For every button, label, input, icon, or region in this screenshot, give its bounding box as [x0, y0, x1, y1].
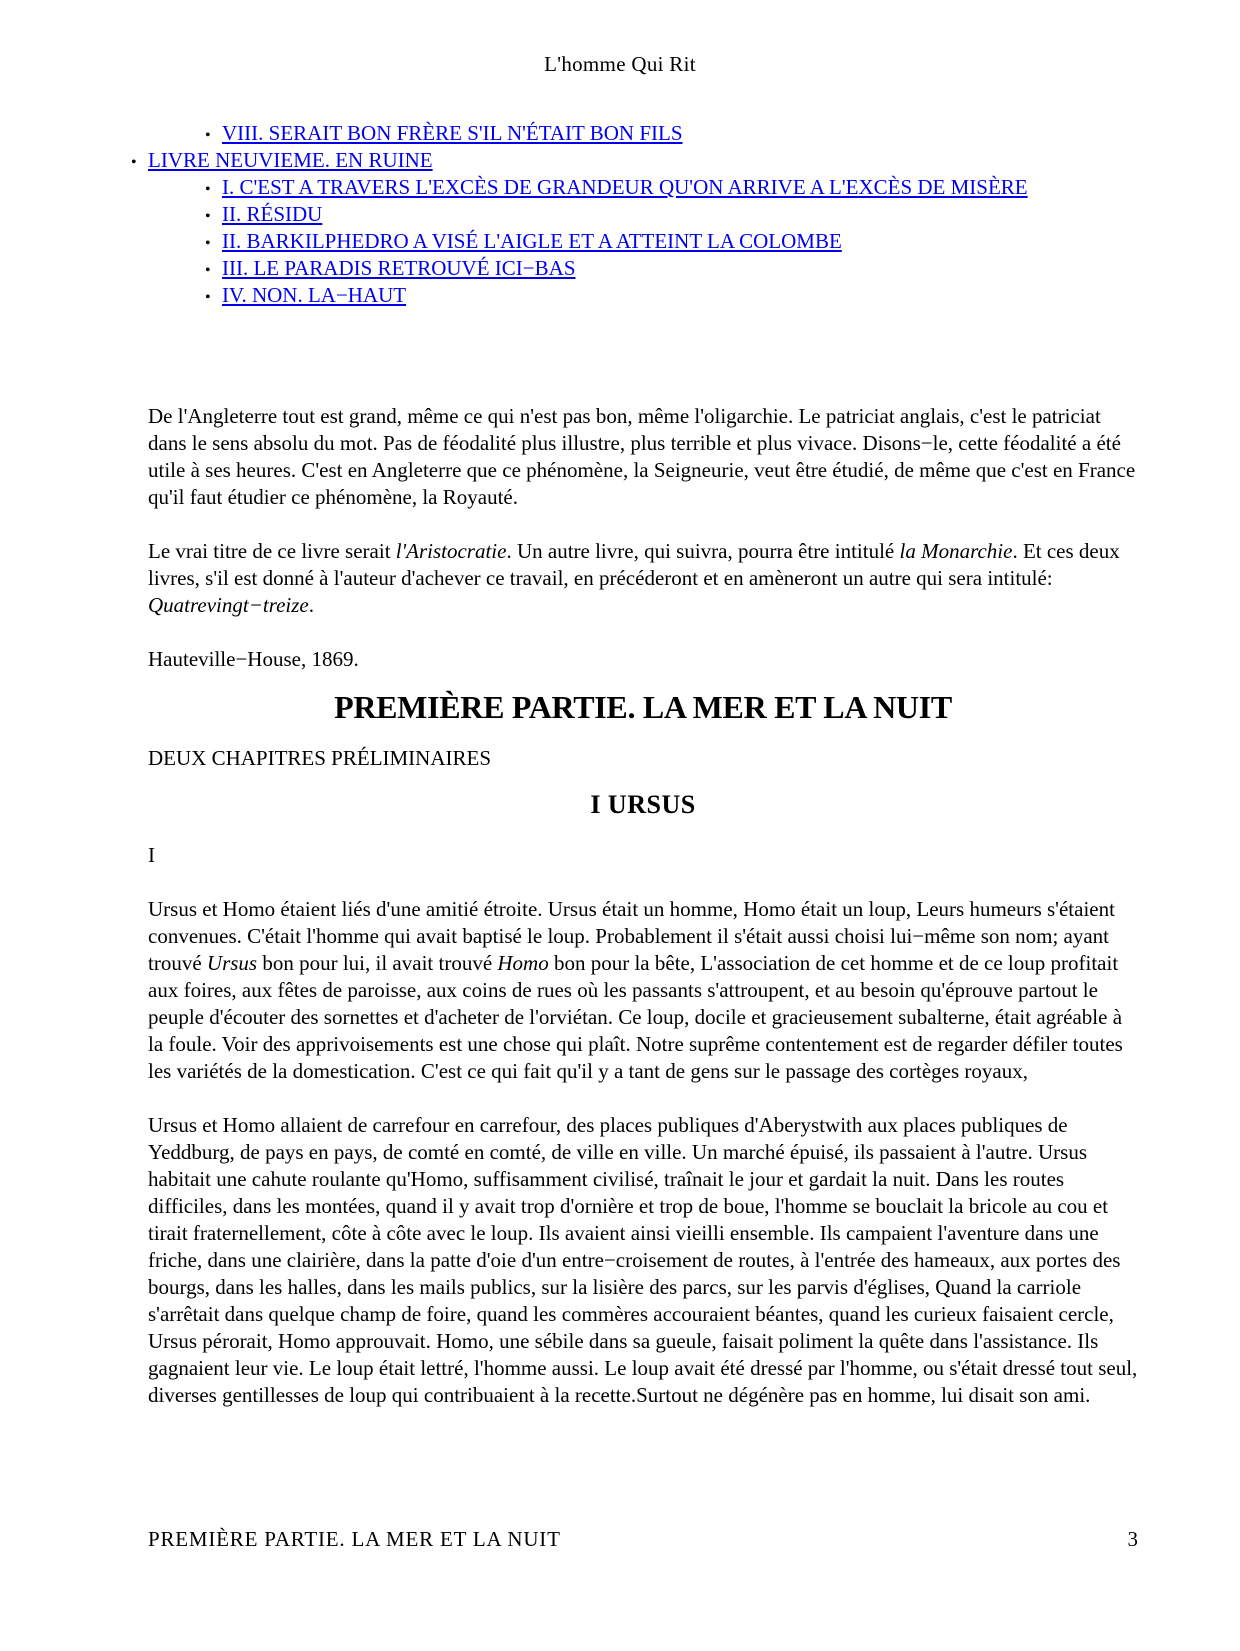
bullet-icon: • [205, 181, 211, 198]
book-title: Quatrevingt−treize [148, 593, 309, 617]
bullet-icon: • [205, 208, 211, 225]
preface-signature: Hauteville−House, 1869. [148, 647, 359, 671]
toc-item [0, 120, 1240, 147]
footer-title: PREMIÈRE PARTIE. LA MER ET LA NUIT [148, 1527, 561, 1551]
toc-item [0, 255, 1240, 282]
toc-link[interactable]: VIII. SERAIT BON FRÈRE S'IL N'ÉTAIT BON FILS [222, 121, 683, 145]
name-ursus: Ursus [206, 951, 258, 975]
bullet-icon: • [205, 262, 211, 279]
bullet-icon: • [205, 127, 211, 144]
bullet-icon: • [131, 154, 137, 171]
toc-item [0, 201, 1240, 228]
chapter-text: bon pour la bête, L'association de cet homme et de ce loup profitait aux foires, aux fêtes de paroisse, aux coins de rues où les passants s'attroupent, et au besoin qu'éprouve partout le peuple d'écouter des sornettes et d'acheter de l'orviétan. Ce loup, docile et gracieusement subalterne, était agréable à la foule. Voir des apprivoisements est une chose qui plaît. Notre suprême contentement est de regarder défiler toutes les variétés de la domestication. C'est ce qui fait qu'il y a tant de gens sur le passage des cortèges royaux, [148, 951, 1123, 1083]
toc-item [0, 174, 1240, 201]
running-footer [148, 1527, 1138, 1552]
preface-paragraph [148, 538, 1138, 619]
book-title: l'Aristocratie [395, 539, 507, 563]
preface-text: . Et ces deux livres, s'il est donné à l'auteur d'achever ce travail, en précéderont et en amèneront un autre qui sera intitulé: [148, 539, 1120, 590]
chapter-title: I URSUS [590, 790, 696, 819]
preface-text: . Un autre livre, qui suivra, pourra être intitulé [506, 539, 900, 563]
toc-link[interactable]: III. LE PARADIS RETROUVÉ ICI−BAS [222, 256, 576, 280]
table-of-contents [0, 120, 1240, 309]
preface-text: Le vrai titre de ce livre serait [148, 539, 396, 563]
bullet-icon: • [205, 289, 211, 306]
preface-paragraph: De l'Angleterre tout est grand, même ce qui n'est pas bon, même l'oligarchie. Le patriciat anglais, c'est le patriciat dans le sens absolu du mot. Pas de féodalité plus illustre, plus terrible et plus vivace. Disons−le, cette féodalité a été utile à ses heures. C'est en Angleterre que ce phénomène, la Seigneurie, veut être étudié, de même que c'est en France qu'il faut étudier ce phénomène, la Royauté. [148, 404, 1136, 509]
running-header: L'homme Qui Rit [544, 52, 696, 76]
bullet-icon: • [205, 235, 211, 252]
page-number: 3 [1127, 1527, 1138, 1551]
main-content [148, 403, 1138, 1436]
name-homo: Homo [497, 951, 549, 975]
toc-link[interactable]: IV. NON. LA−HAUT [222, 283, 407, 307]
book-title: la Monarchie [899, 539, 1013, 563]
toc-link[interactable]: II. RÉSIDU [222, 202, 323, 226]
toc-item [0, 147, 1240, 174]
chapter-text: Ursus et Homo étaient liés d'une amitié étroite. Ursus était un homme, Homo était un loup, Leurs humeurs s'étaient convenues. C'était l'homme qui avait baptisé le loup. Probablement il s'était aussi choisi lui−même son nom; ayant trouvé [148, 897, 1115, 975]
part-subtitle: DEUX CHAPITRES PRÉLIMINAIRES [148, 746, 492, 770]
toc-link[interactable]: I. C'EST A TRAVERS L'EXCÈS DE GRANDEUR QU'ON ARRIVE A L'EXCÈS DE MISÈRE [222, 175, 1028, 199]
toc-item [0, 282, 1240, 309]
section-number: I [148, 843, 155, 867]
chapter-paragraph: Ursus et Homo allaient de carrefour en carrefour, des places publiques d'Aberystwith aux places publiques de Yeddburg, de pays en pays, de comté en comté, de ville en ville. Un marché épuisé, ils passaient à l'autre. Ursus habitait une cahute roulante qu'Homo, suffisamment civilisé, traînait le jour et gardait la nuit. Dans les routes difficiles, dans les montées, quand il y avait trop d'ornière et trop de boue, l'homme se bouclait la bricole au cou et tirait fraternellement, côte à côte avec le loup. Ils avaient ainsi vieilli ensemble. Ils campaient l'aventure dans une friche, dans une clairière, dans la patte d'oie d'un entre−croisement de routes, à l'entrée des hameaux, aux portes des bourgs, dans les halles, dans les mails publics, sur la lisière des parcs, sur les parvis d'églises, Quand la carriole s'arrêtait dans quelque champ de foire, quand les commères accouraient béantes, quand les curieux faisaient cercle, Ursus pérorait, Homo approuvait. Homo, une sébile dans sa gueule, faisait poliment la quête dans l'assistance. Ils gagnaient leur vie. Le loup était lettré, l'homme aussi. Le loup avait été dressé par l'homme, ou s'était dressé tout seul, diverses gentillesses de loup qui contribuaient à la recette.Surtout ne dégénère pas en homme, lui disait son ami. [148, 1113, 1138, 1407]
preface-text: . [308, 593, 315, 617]
part-title: PREMIÈRE PARTIE. LA MER ET LA NUIT [334, 689, 952, 725]
toc-link[interactable]: LIVRE NEUVIEME. EN RUINE [148, 148, 433, 172]
chapter-paragraph [148, 896, 1138, 1085]
toc-item [0, 228, 1240, 255]
toc-link[interactable]: II. BARKILPHEDRO A VISÉ L'AIGLE ET A ATTEINT LA COLOMBE [222, 229, 842, 253]
chapter-text: bon pour lui, il avait trouvé [257, 951, 498, 975]
